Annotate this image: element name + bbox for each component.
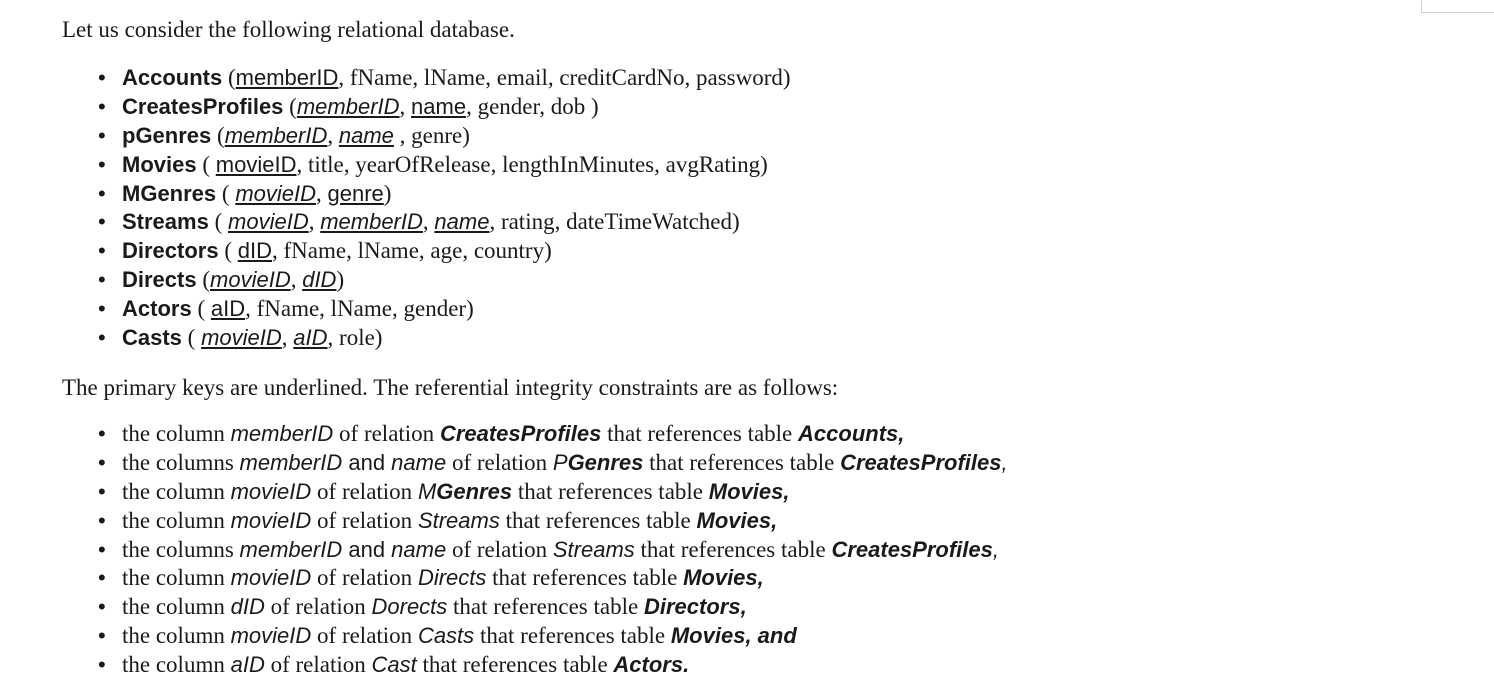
bullet-icon: •: [98, 507, 106, 533]
attribute-text: ,: [290, 267, 303, 293]
constraint-text: that references table: [447, 594, 644, 620]
attribute-text: ,: [308, 209, 321, 235]
relation-name: pGenres: [122, 122, 212, 148]
bullet-icon: •: [98, 93, 106, 119]
relation-schema-list: [98, 64, 791, 353]
column-name: movieID: [230, 565, 312, 591]
column-name: dID: [230, 594, 265, 620]
constraint-item: [98, 478, 1008, 507]
primary-key-attribute: memberID: [296, 93, 400, 119]
bullet-icon: •: [98, 267, 106, 293]
column-name: memberID: [239, 449, 343, 475]
primary-key-attribute: aID: [293, 325, 328, 351]
primary-key-attribute: name: [411, 93, 467, 119]
attribute-text: , gender, dob ): [466, 93, 599, 119]
relation-name: Directors: [122, 238, 219, 264]
relation-name: CreatesProfiles: [122, 93, 284, 119]
attribute-text: ,: [399, 93, 412, 119]
constraint-text: of relation: [333, 421, 440, 446]
bullet-icon: •: [98, 421, 106, 446]
relation-reference: Movies,: [683, 565, 764, 591]
attribute-text: , title, yearOfRelease, lengthInMinutes, avgRating): [296, 151, 768, 177]
relation-name: Directs: [122, 267, 197, 293]
constraint-text: the columns: [122, 536, 240, 562]
attribute-text: , fName, lName, gender): [245, 296, 474, 322]
bullet-icon: •: [98, 478, 106, 504]
constraint-text: the column: [122, 623, 231, 649]
relation-reference: CreatesProfiles: [831, 536, 993, 562]
relation-reference: Genres: [436, 478, 513, 504]
attribute-text: (: [191, 296, 211, 322]
attribute-text: (: [211, 122, 225, 148]
relation-name: Accounts: [122, 65, 223, 90]
window-corner-frame: [1421, 0, 1494, 13]
attribute-text: (: [196, 151, 216, 177]
referential-constraint-list: [98, 420, 1008, 680]
column-name: movieID: [230, 507, 312, 533]
constraint-text: of relation: [446, 449, 553, 475]
primary-key-attribute: aID: [210, 296, 246, 322]
relation-reference: Directors,: [643, 594, 747, 620]
constraint-text: of relation: [311, 623, 418, 649]
bullet-icon: •: [98, 536, 106, 562]
relation-reference: M: [417, 478, 437, 504]
bullet-icon: •: [98, 325, 106, 351]
attribute-text: , fName, lName, age, country): [272, 238, 552, 264]
constraint-item: [98, 564, 1008, 593]
constraint-text: the columns: [122, 449, 240, 475]
constraint-text: the column: [122, 507, 231, 533]
primary-key-attribute: name: [434, 209, 490, 235]
primary-key-attribute: memberID: [320, 209, 423, 235]
constraint-text: and: [342, 449, 392, 475]
relation-reference: CreatesProfiles: [840, 449, 1002, 475]
attribute-text: , fName, lName, email, creditCardNo, password): [338, 65, 791, 90]
relation-reference: Genres: [567, 449, 644, 475]
bullet-icon: •: [98, 151, 106, 177]
relation-item: [98, 151, 791, 180]
constraint-text: that references table: [601, 421, 799, 446]
column-name: aID: [230, 652, 265, 678]
primary-key-attribute: dID: [237, 238, 273, 264]
constraint-text: the column: [122, 565, 231, 591]
attribute-text: (: [181, 325, 202, 351]
relation-reference: Streams: [552, 536, 635, 562]
attribute-text: (: [196, 267, 211, 293]
relation-reference: Cast: [371, 652, 417, 678]
primary-key-note: The primary keys are underlined. The referential integrity constraints are as follows:: [62, 375, 839, 400]
relation-name: MGenres: [122, 180, 217, 206]
intro-paragraph: Let us consider the following relational database.: [62, 17, 515, 42]
constraint-item: [98, 507, 1008, 536]
relation-item: [98, 295, 791, 324]
attribute-text: ): [336, 267, 345, 293]
attribute-text: , role): [327, 325, 383, 351]
constraint-text: that references table: [634, 536, 832, 562]
constraint-item: [98, 593, 1008, 622]
relation-reference: Actors.: [613, 652, 690, 678]
bullet-icon: •: [98, 623, 106, 649]
constraint-text: of relation: [264, 652, 372, 678]
column-name: movieID: [230, 478, 312, 504]
attribute-text: (: [283, 93, 297, 119]
primary-key-attribute: name: [338, 122, 394, 148]
constraint-text: the column: [122, 478, 231, 504]
attribute-text: ,: [316, 180, 328, 206]
primary-key-attribute: memberID: [224, 122, 328, 148]
constraint-item: [98, 420, 1008, 449]
attribute-text: ,: [422, 209, 435, 235]
relation-reference: Directs: [417, 565, 487, 591]
relation-item: [98, 122, 791, 151]
primary-key-attribute: movieID: [201, 325, 282, 351]
relation-item: [98, 180, 791, 209]
constraint-text: the column: [122, 652, 231, 678]
constraint-text: that references table: [499, 507, 697, 533]
bullet-icon: •: [98, 238, 106, 264]
constraint-text: the column: [122, 421, 231, 446]
relation-reference: Casts: [417, 623, 475, 649]
primary-key-attribute: memberID: [235, 65, 339, 90]
bullet-icon: •: [98, 296, 106, 322]
bullet-icon: •: [98, 565, 106, 591]
column-name: memberID: [230, 421, 334, 446]
bullet-icon: •: [98, 449, 106, 475]
constraint-item: [98, 449, 1008, 478]
column-name: name: [391, 449, 447, 475]
relation-reference: Movies, and: [670, 623, 797, 649]
constraint-text: that references table: [643, 449, 841, 475]
relation-reference: P: [552, 449, 568, 475]
constraint-text: of relation: [311, 565, 418, 591]
attribute-text: (: [216, 180, 236, 206]
bullet-icon: •: [98, 652, 106, 678]
relation-reference: Accounts,: [798, 421, 905, 446]
relation-name: Casts: [122, 325, 182, 351]
constraint-text: and: [342, 536, 392, 562]
relation-item: [98, 93, 791, 122]
relation-item: [98, 64, 791, 93]
bullet-icon: •: [98, 180, 106, 206]
constraint-text: that references table: [474, 623, 671, 649]
relation-reference: Streams: [417, 507, 500, 533]
relation-reference: ,: [992, 536, 1000, 562]
relation-reference: Dorects: [371, 594, 448, 620]
constraint-text: of relation: [264, 594, 372, 620]
column-name: movieID: [230, 623, 312, 649]
relation-name: Actors: [122, 296, 192, 322]
constraint-text: of relation: [311, 478, 418, 504]
constraint-text: of relation: [446, 536, 553, 562]
attribute-text: (: [208, 209, 229, 235]
relation-item: [98, 208, 791, 237]
attribute-text: ,: [281, 325, 294, 351]
attribute-text: (: [218, 238, 238, 264]
attribute-text: ,: [327, 122, 339, 148]
relation-name: Streams: [122, 209, 209, 235]
constraint-text: of relation: [311, 507, 418, 533]
relation-reference: Movies,: [708, 478, 790, 504]
constraint-item: [98, 622, 1008, 651]
primary-key-attribute: genre: [327, 180, 384, 206]
relation-reference: CreatesProfiles: [439, 421, 602, 446]
constraint-text: that references table: [416, 652, 614, 678]
primary-key-attribute: movieID: [235, 180, 317, 206]
relation-item: [98, 266, 791, 295]
primary-key-attribute: movieID: [210, 267, 291, 293]
attribute-text: (: [222, 65, 236, 90]
relation-name: Movies: [122, 151, 197, 177]
bullet-icon: •: [98, 209, 106, 235]
attribute-text: ): [383, 180, 392, 206]
constraint-text: that references table: [512, 478, 709, 504]
bullet-icon: •: [98, 594, 106, 620]
relation-reference: Movies,: [696, 507, 778, 533]
primary-key-attribute: dID: [302, 267, 337, 293]
bullet-icon: •: [98, 65, 106, 90]
relation-item: [98, 324, 791, 353]
attribute-text: , genre): [393, 122, 470, 148]
constraint-item: [98, 536, 1008, 565]
attribute-text: , rating, dateTimeWatched): [489, 209, 740, 235]
constraint-text: the column: [122, 594, 231, 620]
primary-key-attribute: movieID: [215, 151, 297, 177]
relation-reference: ,: [1001, 449, 1008, 475]
column-name: memberID: [239, 536, 343, 562]
constraint-item: [98, 651, 1008, 680]
bullet-icon: •: [98, 122, 106, 148]
relation-item: [98, 237, 791, 266]
constraint-text: that references table: [486, 565, 684, 591]
primary-key-attribute: movieID: [228, 209, 309, 235]
column-name: name: [391, 536, 447, 562]
